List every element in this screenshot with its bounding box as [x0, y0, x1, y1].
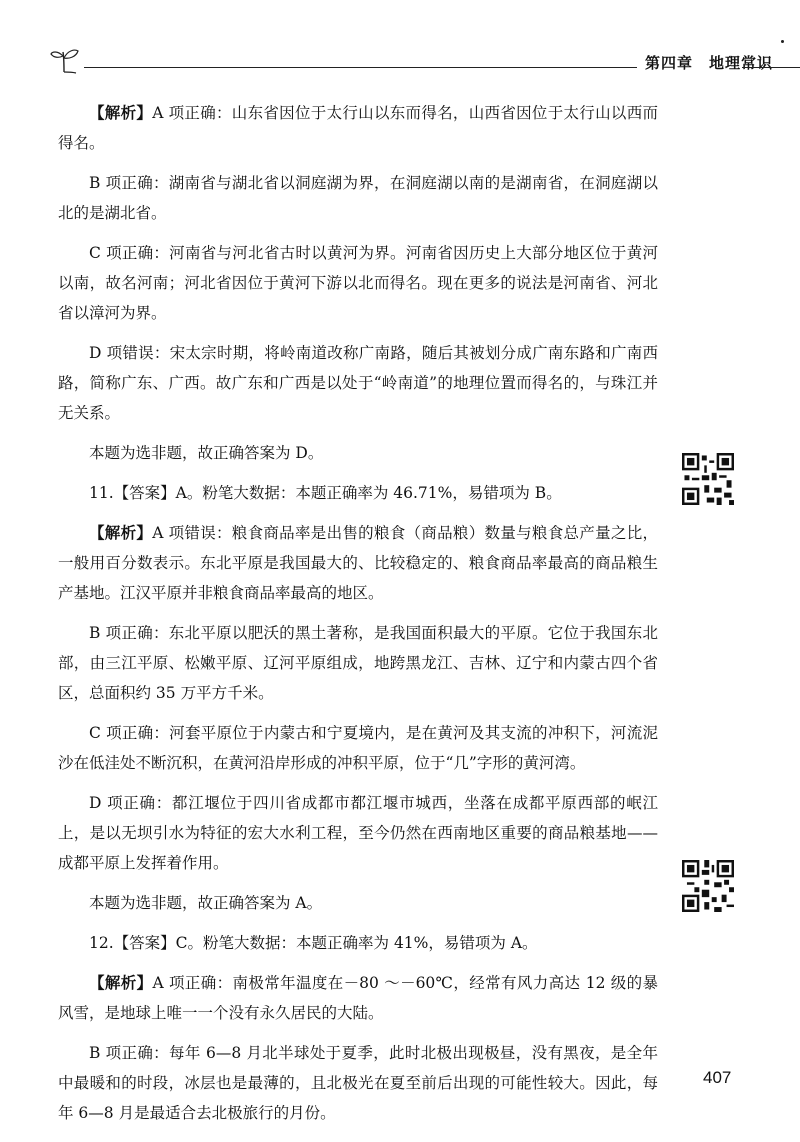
qr-code-icon[interactable]	[682, 453, 734, 505]
paragraph-tag: 【解析】	[89, 974, 153, 992]
paragraph	[58, 338, 658, 428]
paragraph-text: B 项正确：东北平原以肥沃的黑土著称，是我国面积最大的平原。它位于我国东北部，由三江平原、松嫩平原、辽河平原组成，地跨黑龙江、吉林、辽宁和内蒙古四个省区，总面积约 35 万平方千米。	[58, 624, 658, 702]
leaf-logo-icon	[50, 46, 80, 74]
paragraph	[58, 888, 658, 918]
answer-line	[58, 478, 658, 508]
paragraph-text: C。粉笔大数据：本题正确率为 41%，易错项为 A。	[175, 934, 538, 952]
paragraph-text: 本题为选非题，故正确答案为 D。	[89, 444, 324, 462]
paragraph-text: 本题为选非题，故正确答案为 A。	[89, 894, 323, 912]
paragraph-text: B 项正确：每年 6—8 月北半球处于夏季，此时北极出现极昼，没有黑夜，是全年中最暖和的时段，冰层也是最薄的，且北极光在夏至前后出现的可能性较大。因此，每年 6—8 月是最适合去北极旅行的月份。	[58, 1044, 658, 1122]
paragraph	[58, 1038, 658, 1128]
paragraph	[58, 718, 658, 778]
paragraph	[58, 788, 658, 878]
page-number: 407	[703, 1068, 732, 1087]
paragraph-tag: 【解析】	[89, 104, 153, 122]
paragraph-text: A 项错误：粮食商品率是出售的粮食（商品粮）数量与粮食总产量之比，一般用百分数表示。东北平原是我国最大的、比较稳定的、粮食商品率最高的商品粮生产基地。江汉平原并非粮食商品率最高的地区。	[58, 524, 658, 602]
paragraph	[58, 518, 658, 608]
paragraph	[58, 98, 658, 158]
paragraph-text: D 项错误：宋太宗时期，将岭南道改称广南路，随后其被划分成广南东路和广南西路，简称广东、广西。故广东和广西是以处于“岭南道”的地理位置而得名的，与珠江并无关系。	[58, 344, 658, 422]
paragraph-text: A 项正确：山东省因位于太行山以东而得名，山西省因位于太行山以西而得名。	[58, 104, 658, 152]
paragraph	[58, 968, 658, 1028]
page-body	[58, 98, 658, 1138]
paragraph-text: A 项正确：南极常年温度在－80 ～－60℃，经常有风力高达 12 级的暴风雪，是地球上唯一一个没有永久居民的大陆。	[58, 974, 658, 1022]
header-rule-right	[742, 67, 800, 68]
answer-line	[58, 928, 658, 958]
paragraph	[58, 438, 658, 468]
paragraph	[58, 238, 658, 328]
paragraph-text: C 项正确：河套平原位于内蒙古和宁夏境内，是在黄河及其支流的冲积下，河流泥沙在低洼处不断沉积，在黄河沿岸形成的冲积平原，位于“几”字形的黄河湾。	[58, 724, 658, 772]
paragraph	[58, 618, 658, 708]
header-dot	[781, 40, 784, 43]
paragraph-tag: 【解析】	[89, 524, 153, 542]
paragraph-text: B 项正确：湖南省与湖北省以洞庭湖为界，在洞庭湖以南的是湖南省，在洞庭湖以北的是湖北省。	[58, 174, 658, 222]
page-header	[50, 40, 774, 80]
qr-code-icon[interactable]	[682, 860, 734, 912]
answer-number: 12.【答案】	[89, 934, 176, 952]
paragraph-text: D 项正确：都江堰位于四川省成都市都江堰市城西，坐落在成都平原西部的岷江上，是以无坝引水为特征的宏大水利工程，至今仍然在西南地区重要的商品粮基地——成都平原上发挥着作用。	[58, 794, 658, 872]
paragraph-text: C 项正确：河南省与河北省古时以黄河为界。河南省因历史上大部分地区位于黄河以南，故名河南；河北省因位于黄河下游以北而得名。现在更多的说法是河南省、河北省以漳河为界。	[58, 244, 658, 322]
header-rule-left	[84, 67, 637, 68]
answer-number: 11.【答案】	[89, 484, 176, 502]
paragraph-text: A。粉笔大数据：本题正确率为 46.71%，易错项为 B。	[175, 484, 562, 502]
chapter-title: 第四章 地理常识	[645, 54, 774, 72]
paragraph	[58, 168, 658, 228]
